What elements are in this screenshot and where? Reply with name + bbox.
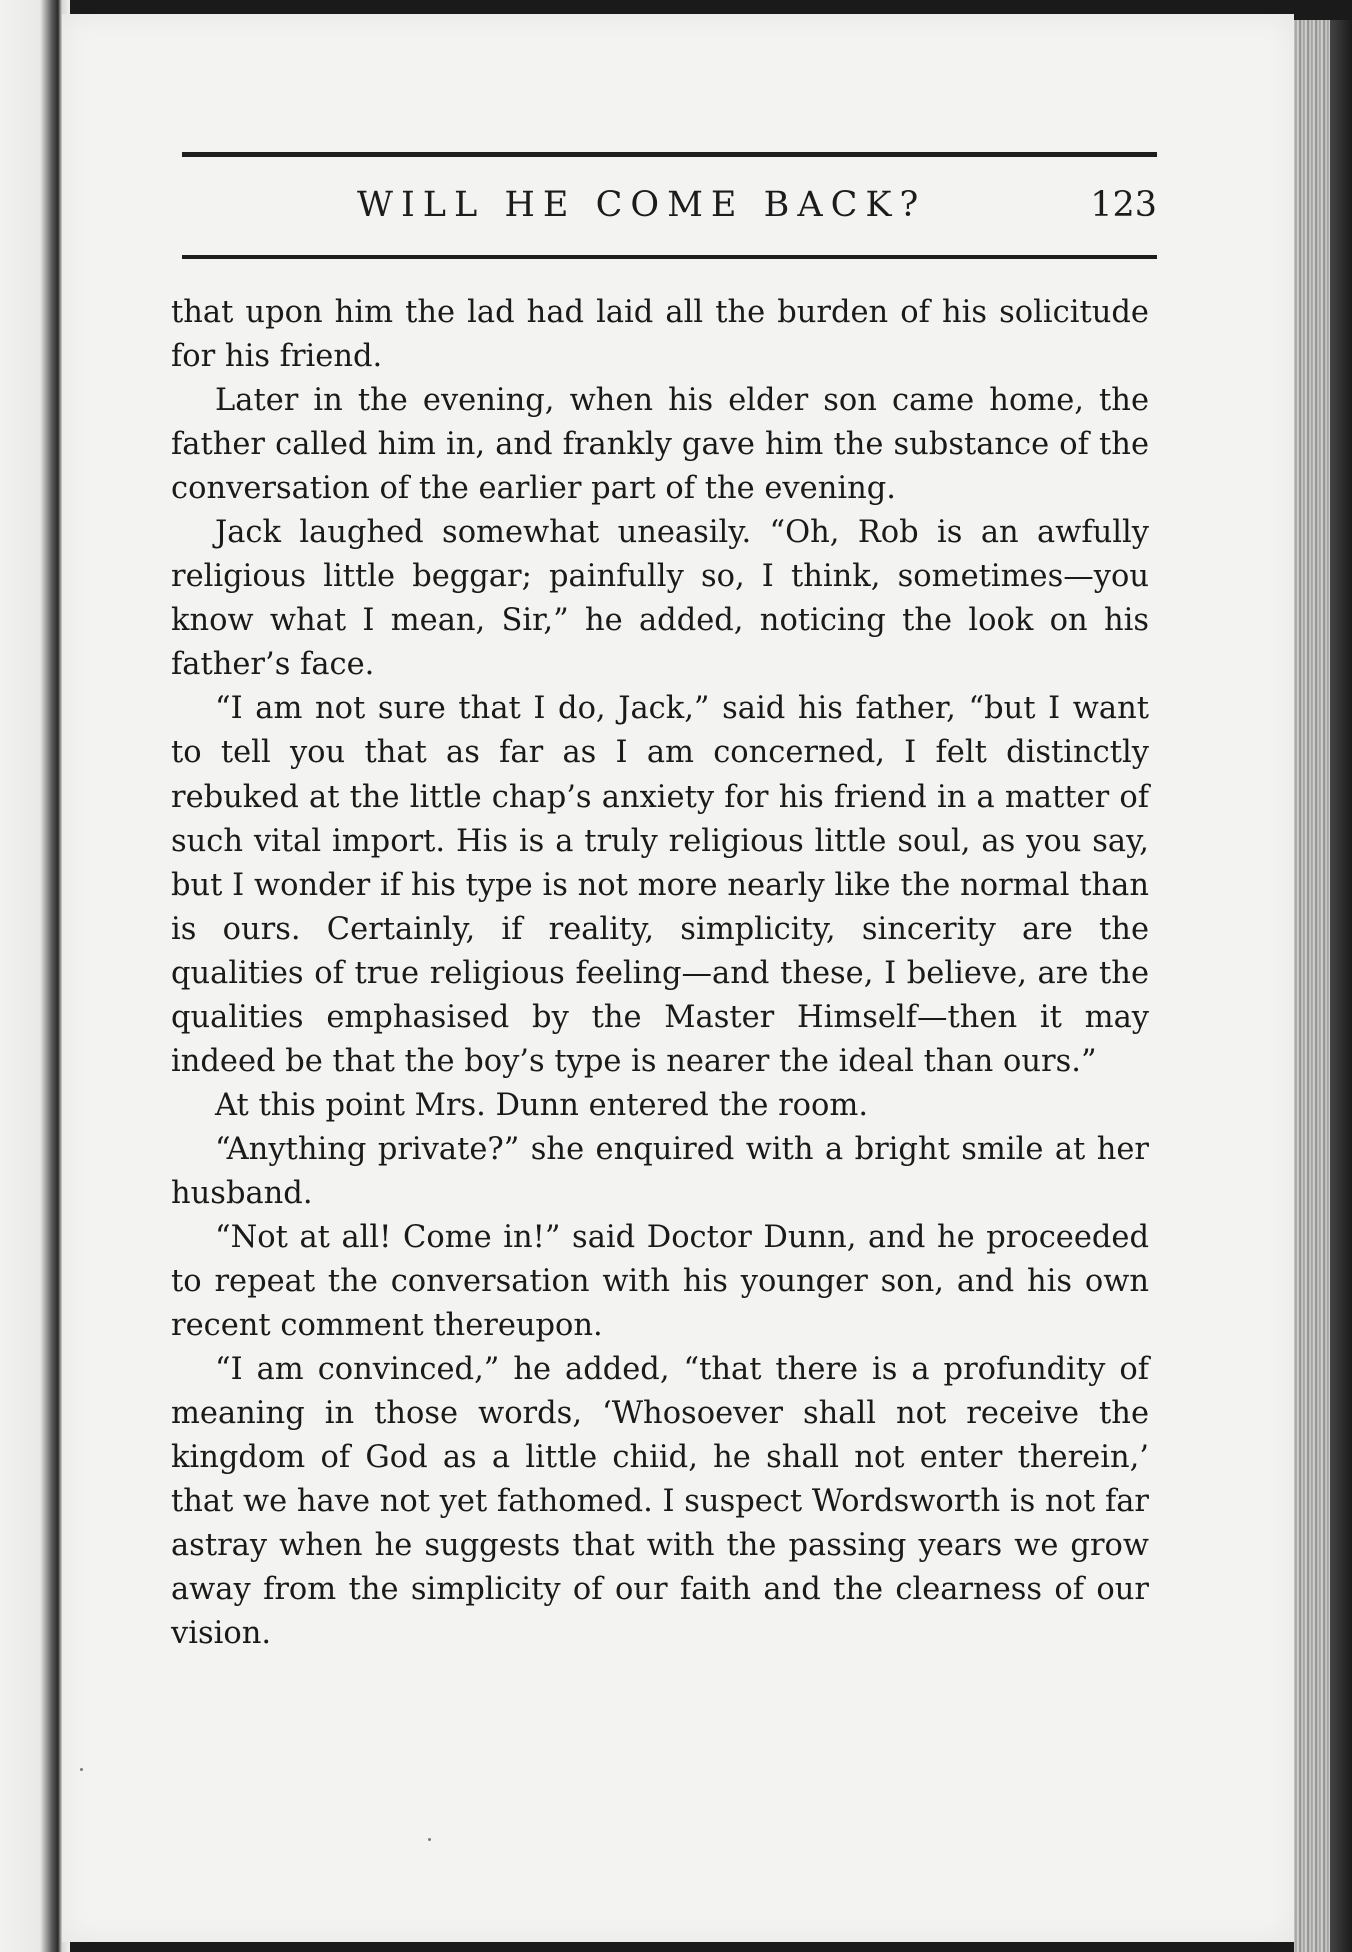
paragraph: “I am not sure that I do, Jack,” said his father, “but I want to tell you that as far as I am concerned, I felt distinctly rebuked at the little chap’s anxiety for his friend in a matter of such vital import. His is a truly religious little soul, as you say, but I wonder if his type is not more nearly like the normal than is ours. Certainly, if reality, simplicity, sincerity are the qualities of true religious feeling—and these, I believe, are the qualities emphasised by the Master Himself—then it may indeed be that the boy’s type is nearer the ideal than ours.” — [171, 691, 1149, 1079]
paper-speck — [80, 1768, 83, 1771]
body-text — [171, 291, 1149, 1656]
header-bottom-rule — [182, 255, 1157, 259]
paper-speck — [428, 1838, 431, 1841]
paragraph-continued: that upon him the lad had laid all the burden of his solicitude for his friend. — [171, 295, 1149, 375]
paragraph: At this point Mrs. Dunn entered the room. — [215, 1087, 869, 1123]
page-number: 123 — [1090, 185, 1157, 225]
paragraph: “Anything private?” she enquired with a bright smile at her husband. — [171, 1131, 1149, 1211]
paragraph: “I am convinced,” he added, “that there is a profundity of meaning in those words, ‘Whosoever shall not receive the kingdom of God as a little chiid, he shall not enter therein,’ that we have not yet fathomed. I suspect Wordsworth is not far astray when he suggests that with the passing years we grow away from the simplicity of our faith and the clearness of our vision. — [171, 1352, 1149, 1652]
header-top-rule — [182, 152, 1157, 157]
paragraph: “Not at all! Come in!” said Doctor Dunn, and he proceeded to repeat the conversation with his younger son, and his own recent comment thereupon. — [171, 1219, 1149, 1344]
running-head — [182, 180, 1157, 230]
book-gutter — [0, 0, 70, 1952]
running-head-title: WILL HE COME BACK? — [357, 185, 927, 225]
page-edges — [1294, 20, 1352, 1952]
paragraph: Later in the evening, when his elder son came home, the father called him in, and frankly gave him the substance of the conversation of the earlier part of the evening. — [171, 383, 1149, 507]
paragraph: Jack laughed somewhat uneasily. “Oh, Rob is an awfully religious little beggar; painfully so, I think, sometimes—you know what I mean, Sir,” he added, noticing the look on his father’s face. — [171, 515, 1149, 683]
